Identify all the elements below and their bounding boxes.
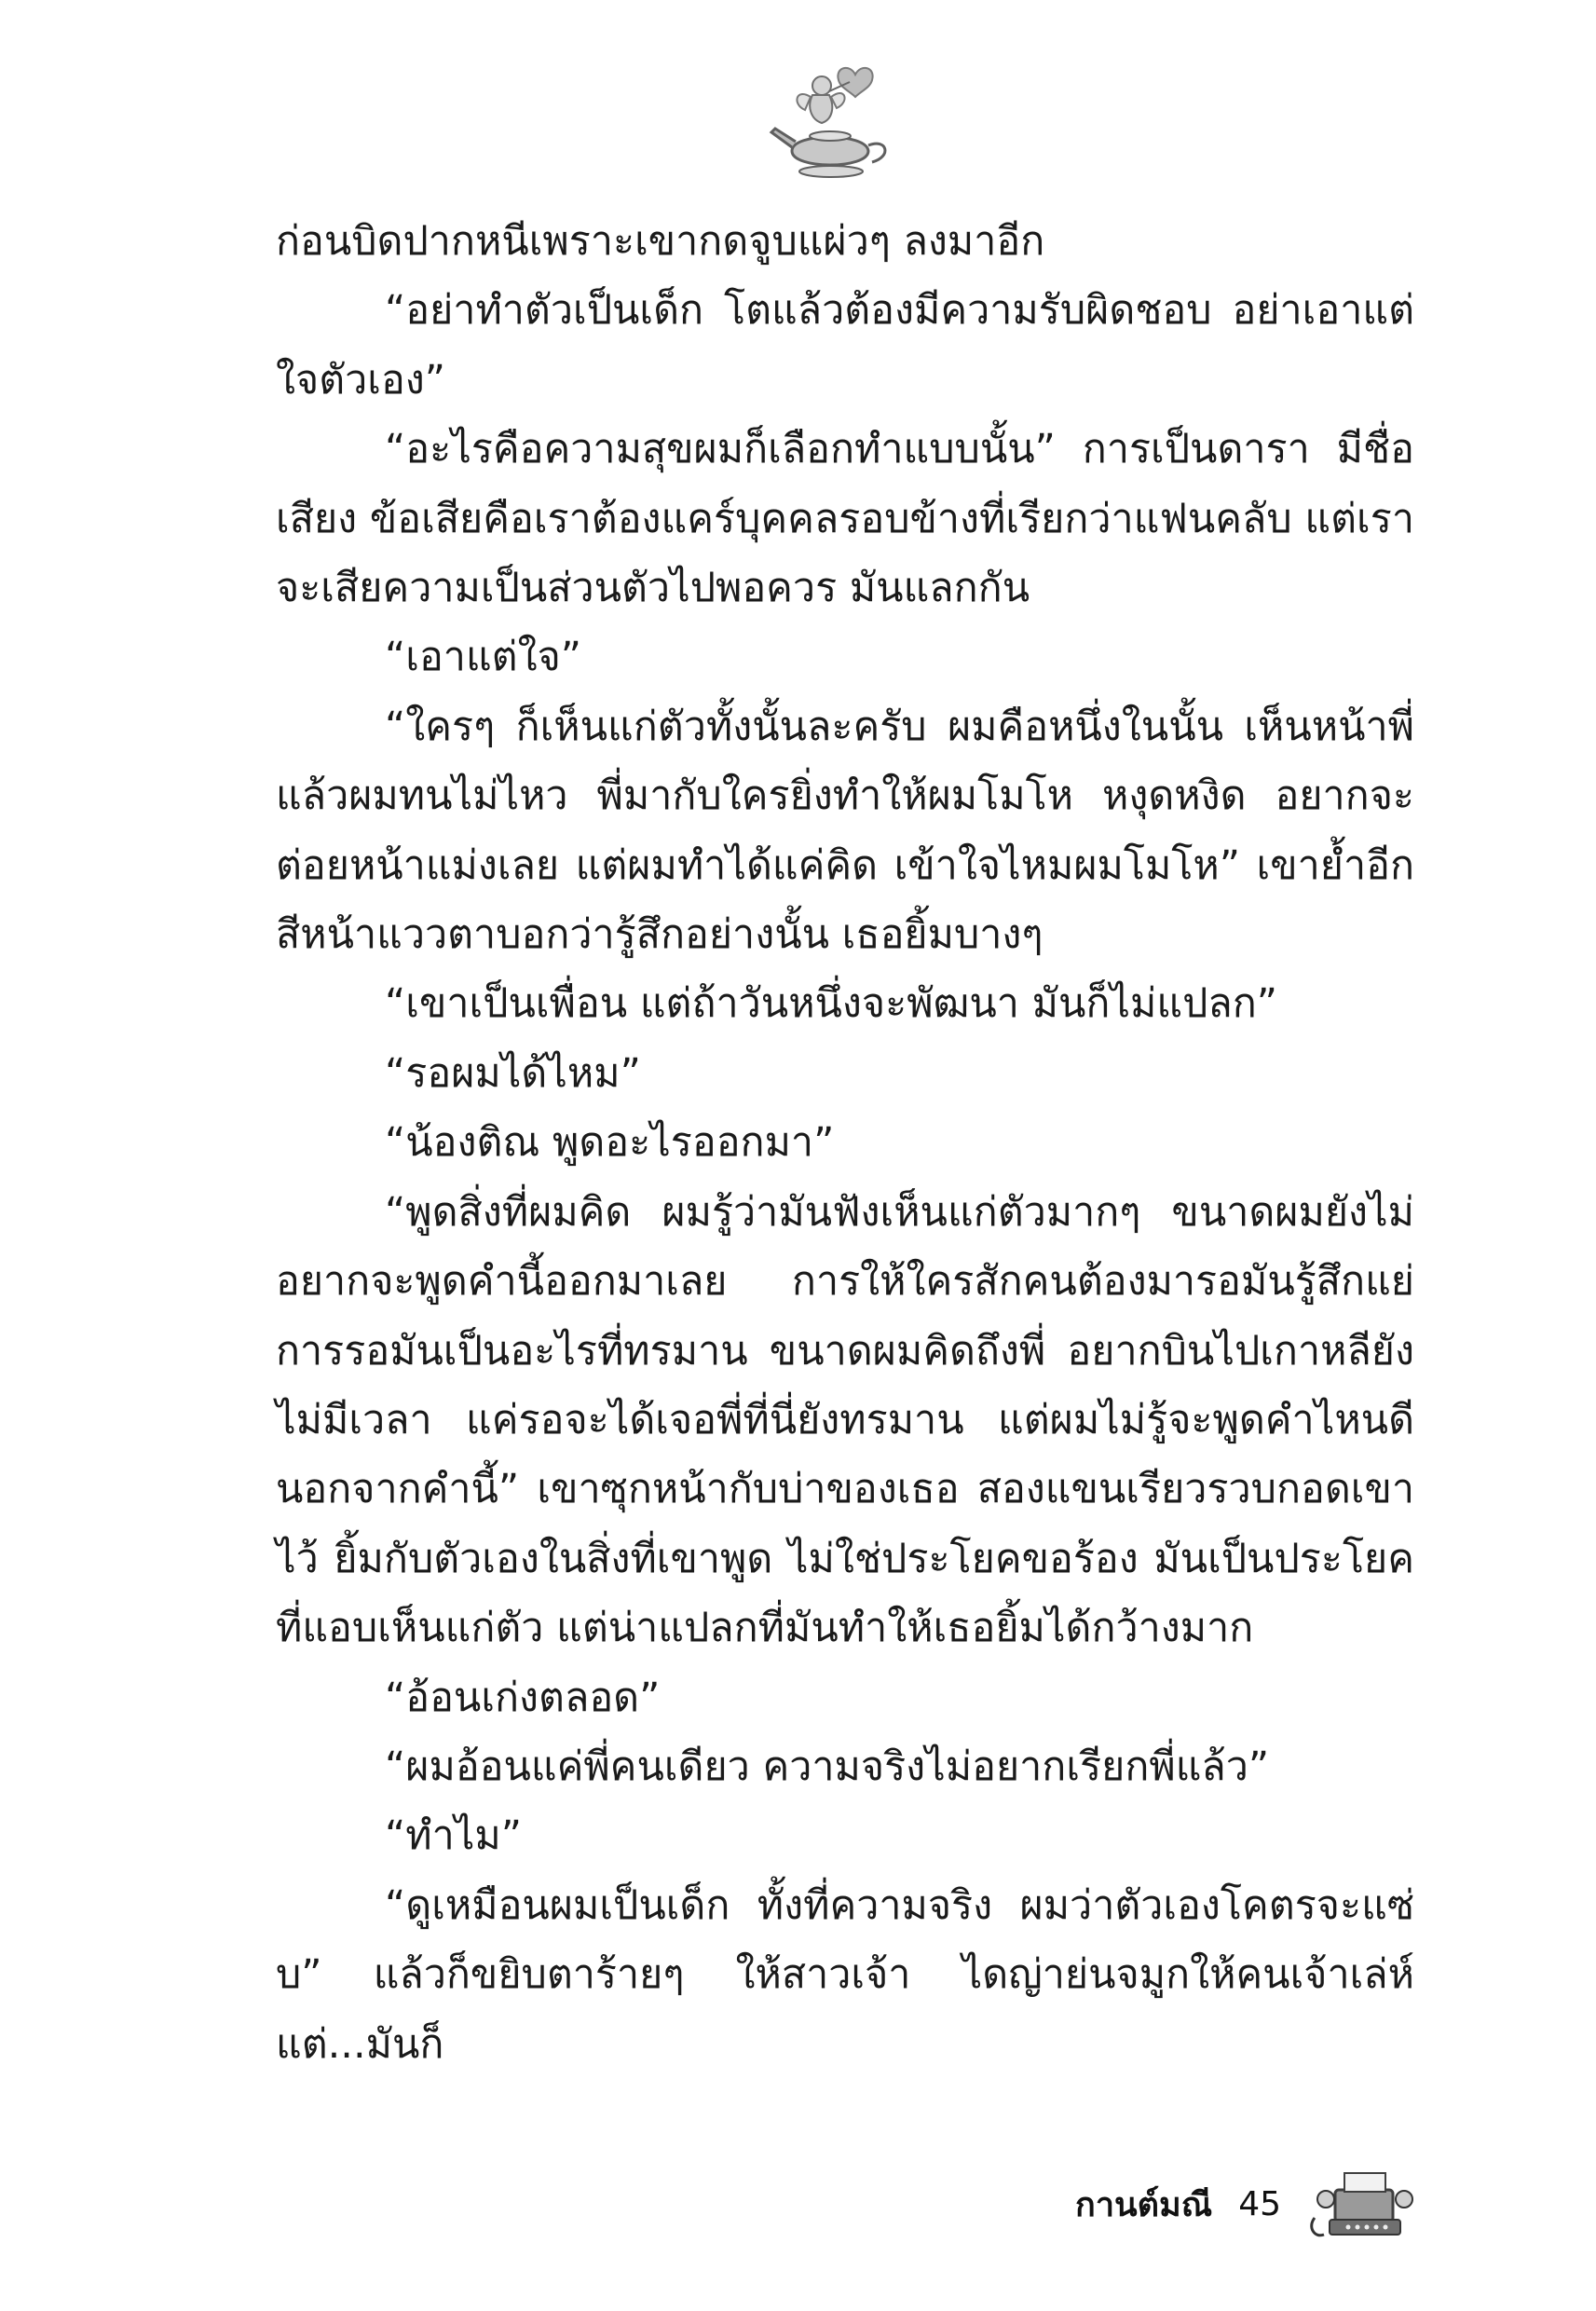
paragraph: “ผมอ้อนแค่พี่คนเดียว ความจริงไม่อยากเรียกพี่แล้ว”: [385, 1743, 1270, 1790]
vintage-typewriter-icon: [1307, 2162, 1419, 2246]
running-title: กานต์มณี: [1075, 2185, 1213, 2224]
paragraph: “เขาเป็นเพื่อน แต่ถ้าวันหนึ่งจะพัฒนา มันก็ไม่แปลก”: [385, 980, 1278, 1028]
paragraph: “อย่าทำตัวเป็นเด็ก โตแล้วต้องมีความรับผิดชอบ อย่าเอาแต่ใจตัวเอง”: [276, 287, 1414, 403]
paragraph: “รอผมได้ไหม”: [385, 1049, 641, 1097]
paragraph: ก่อนบิดปากหนีเพราะเขากดจูบแผ่วๆ ลงมาอีก: [276, 218, 1045, 265]
page-footer: [1075, 2153, 1419, 2255]
paragraph: “อ้อนเก่งตลอด”: [385, 1674, 661, 1721]
paragraph: “ทำไม”: [385, 1812, 523, 1860]
paragraph: “พูดสิ่งที่ผมคิด ผมรู้ว่ามันฟังเห็นแก่ตัวมากๆ ขนาดผมยังไม่อยากจะพูดคำนี้ออกมาเลย การให้ใครสักคนต้องมารอมันรู้สึกแย่ การรอมันเป็นอะไรที่ทรมาน ขนาดผมคิดถึงพี่ อยากบินไปเกาหลียังไม่มีเวลา แค่รอจะได้เจอพี่ที่นี่ยังทรมาน แต่ผมไม่รู้จะพูดคำไหนดีนอกจากคำนี้” เขาซุกหน้ากับบ่าของเธอ สองแขนเรียวรวบกอดเขาไว้ ยิ้มกับตัวเองในสิ่งที่เขาพูด ไม่ใช่ประโยคขอร้อง มันเป็นประโยคที่แอบเห็นแก่ตัว แต่น่าแปลกที่มันทำให้เธอยิ้มได้กว้างมาก: [276, 1188, 1414, 1652]
paragraph: “ดูเหมือนผมเป็นเด็ก ทั้งที่ความจริง ผมว่าตัวเองโคตรจะแซ่บ” แล้วก็ขยิบตาร้ายๆ ให้สาวเจ้า ไดญ่าย่นจมูกให้คนเจ้าเล่ห์ แต่...มันก็: [276, 1881, 1414, 2068]
paragraph: “ใครๆ ก็เห็นแก่ตัวทั้งนั้นละครับ ผมคือหนึ่งในนั้น เห็นหน้าพี่แล้วผมทนไม่ไหว พี่มากับใครยิ่งทำให้ผมโมโห หงุดหงิด อยากจะต่อยหน้าแม่งเลย แต่ผมทำได้แค่คิด เข้าใจไหมผมโมโห” เขาย้ำอีก สีหน้าแววตาบอกว่ารู้สึกอย่างนั้น เธอยิ้มบางๆ: [276, 703, 1414, 959]
paragraph: “น้องติณ พูดอะไรออกมา”: [385, 1119, 835, 1167]
page-number: 45: [1238, 2184, 1281, 2223]
teapot-with-cherub-icon: [764, 54, 904, 194]
body-text: [276, 207, 1414, 2079]
paragraph: “เอาแต่ใจ”: [385, 634, 582, 681]
paragraph: “อะไรคือความสุขผมก็เลือกทำแบบนั้น” การเป็นดารา มีชื่อเสียง ข้อเสียคือเราต้องแคร์บุคคลรอบข้างที่เรียกว่าแฟนคลับ แต่เราจะเสียความเป็นส่วนตัวไปพอควร มันแลกกัน: [276, 426, 1414, 612]
